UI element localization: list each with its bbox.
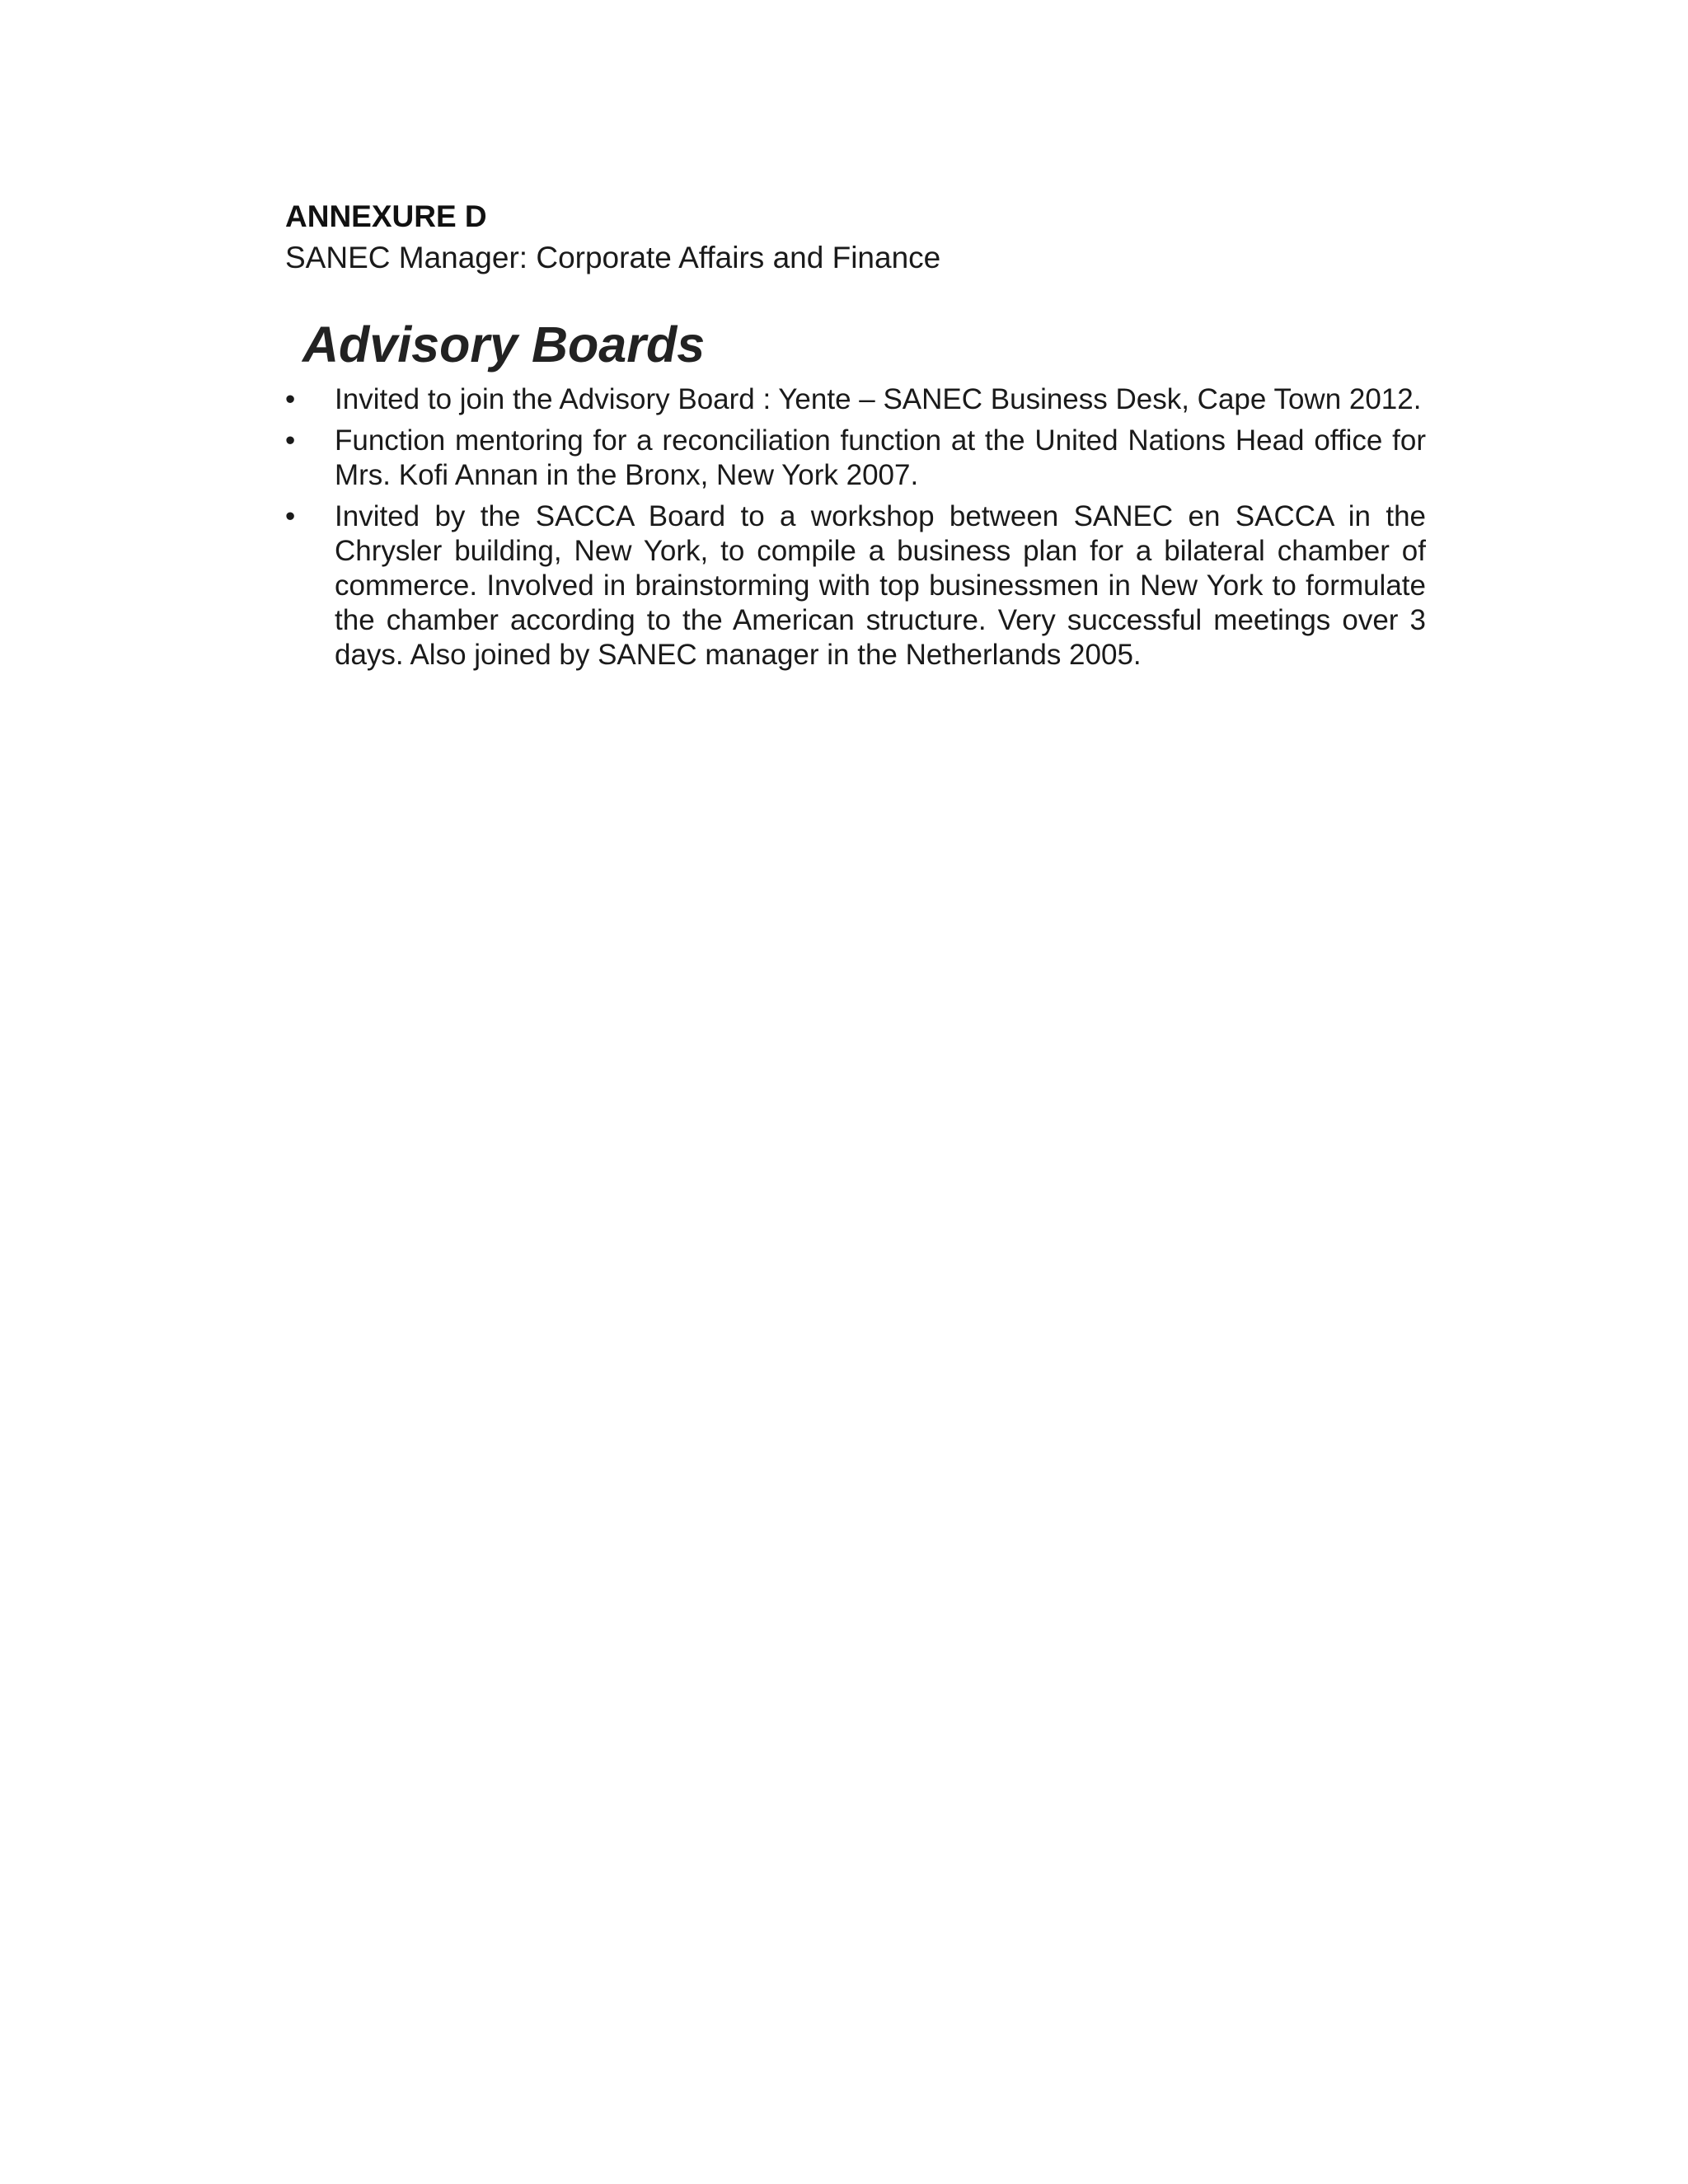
list-item-text: Function mentoring for a reconciliation function at the United Nations Head office for Mrs. Kofi Annan in the Bronx, New York 2007.	[335, 424, 1426, 491]
bullet-icon: •	[285, 500, 296, 532]
section-heading: Advisory Boards	[302, 316, 706, 373]
list-item-text: Invited to join the Advisory Board : Yente – SANEC Business Desk, Cape Town 2012.	[335, 383, 1422, 415]
bullet-icon: •	[285, 383, 296, 415]
bullet-icon: •	[285, 424, 296, 457]
list-item	[285, 424, 1426, 493]
annexure-title: ANNEXURE D	[285, 199, 487, 233]
advisory-boards-list	[285, 382, 1426, 673]
list-item	[285, 499, 1426, 673]
page-content	[285, 196, 1426, 679]
list-item-text: Invited by the SACCA Board to a workshop between SANEC en SACCA in the Chrysler building, New York, to compile a business plan for a bilateral chamber of commerce. Involved in brainstorming with top businessmen in New York to formulate the chamber according to the American structure. Very successful meetings over 3 days. Also joined by SANEC manager in the Netherlands 2005.	[335, 500, 1426, 671]
annexure-subtitle: SANEC Manager: Corporate Affairs and Finance	[285, 241, 941, 274]
list-item	[285, 382, 1426, 417]
